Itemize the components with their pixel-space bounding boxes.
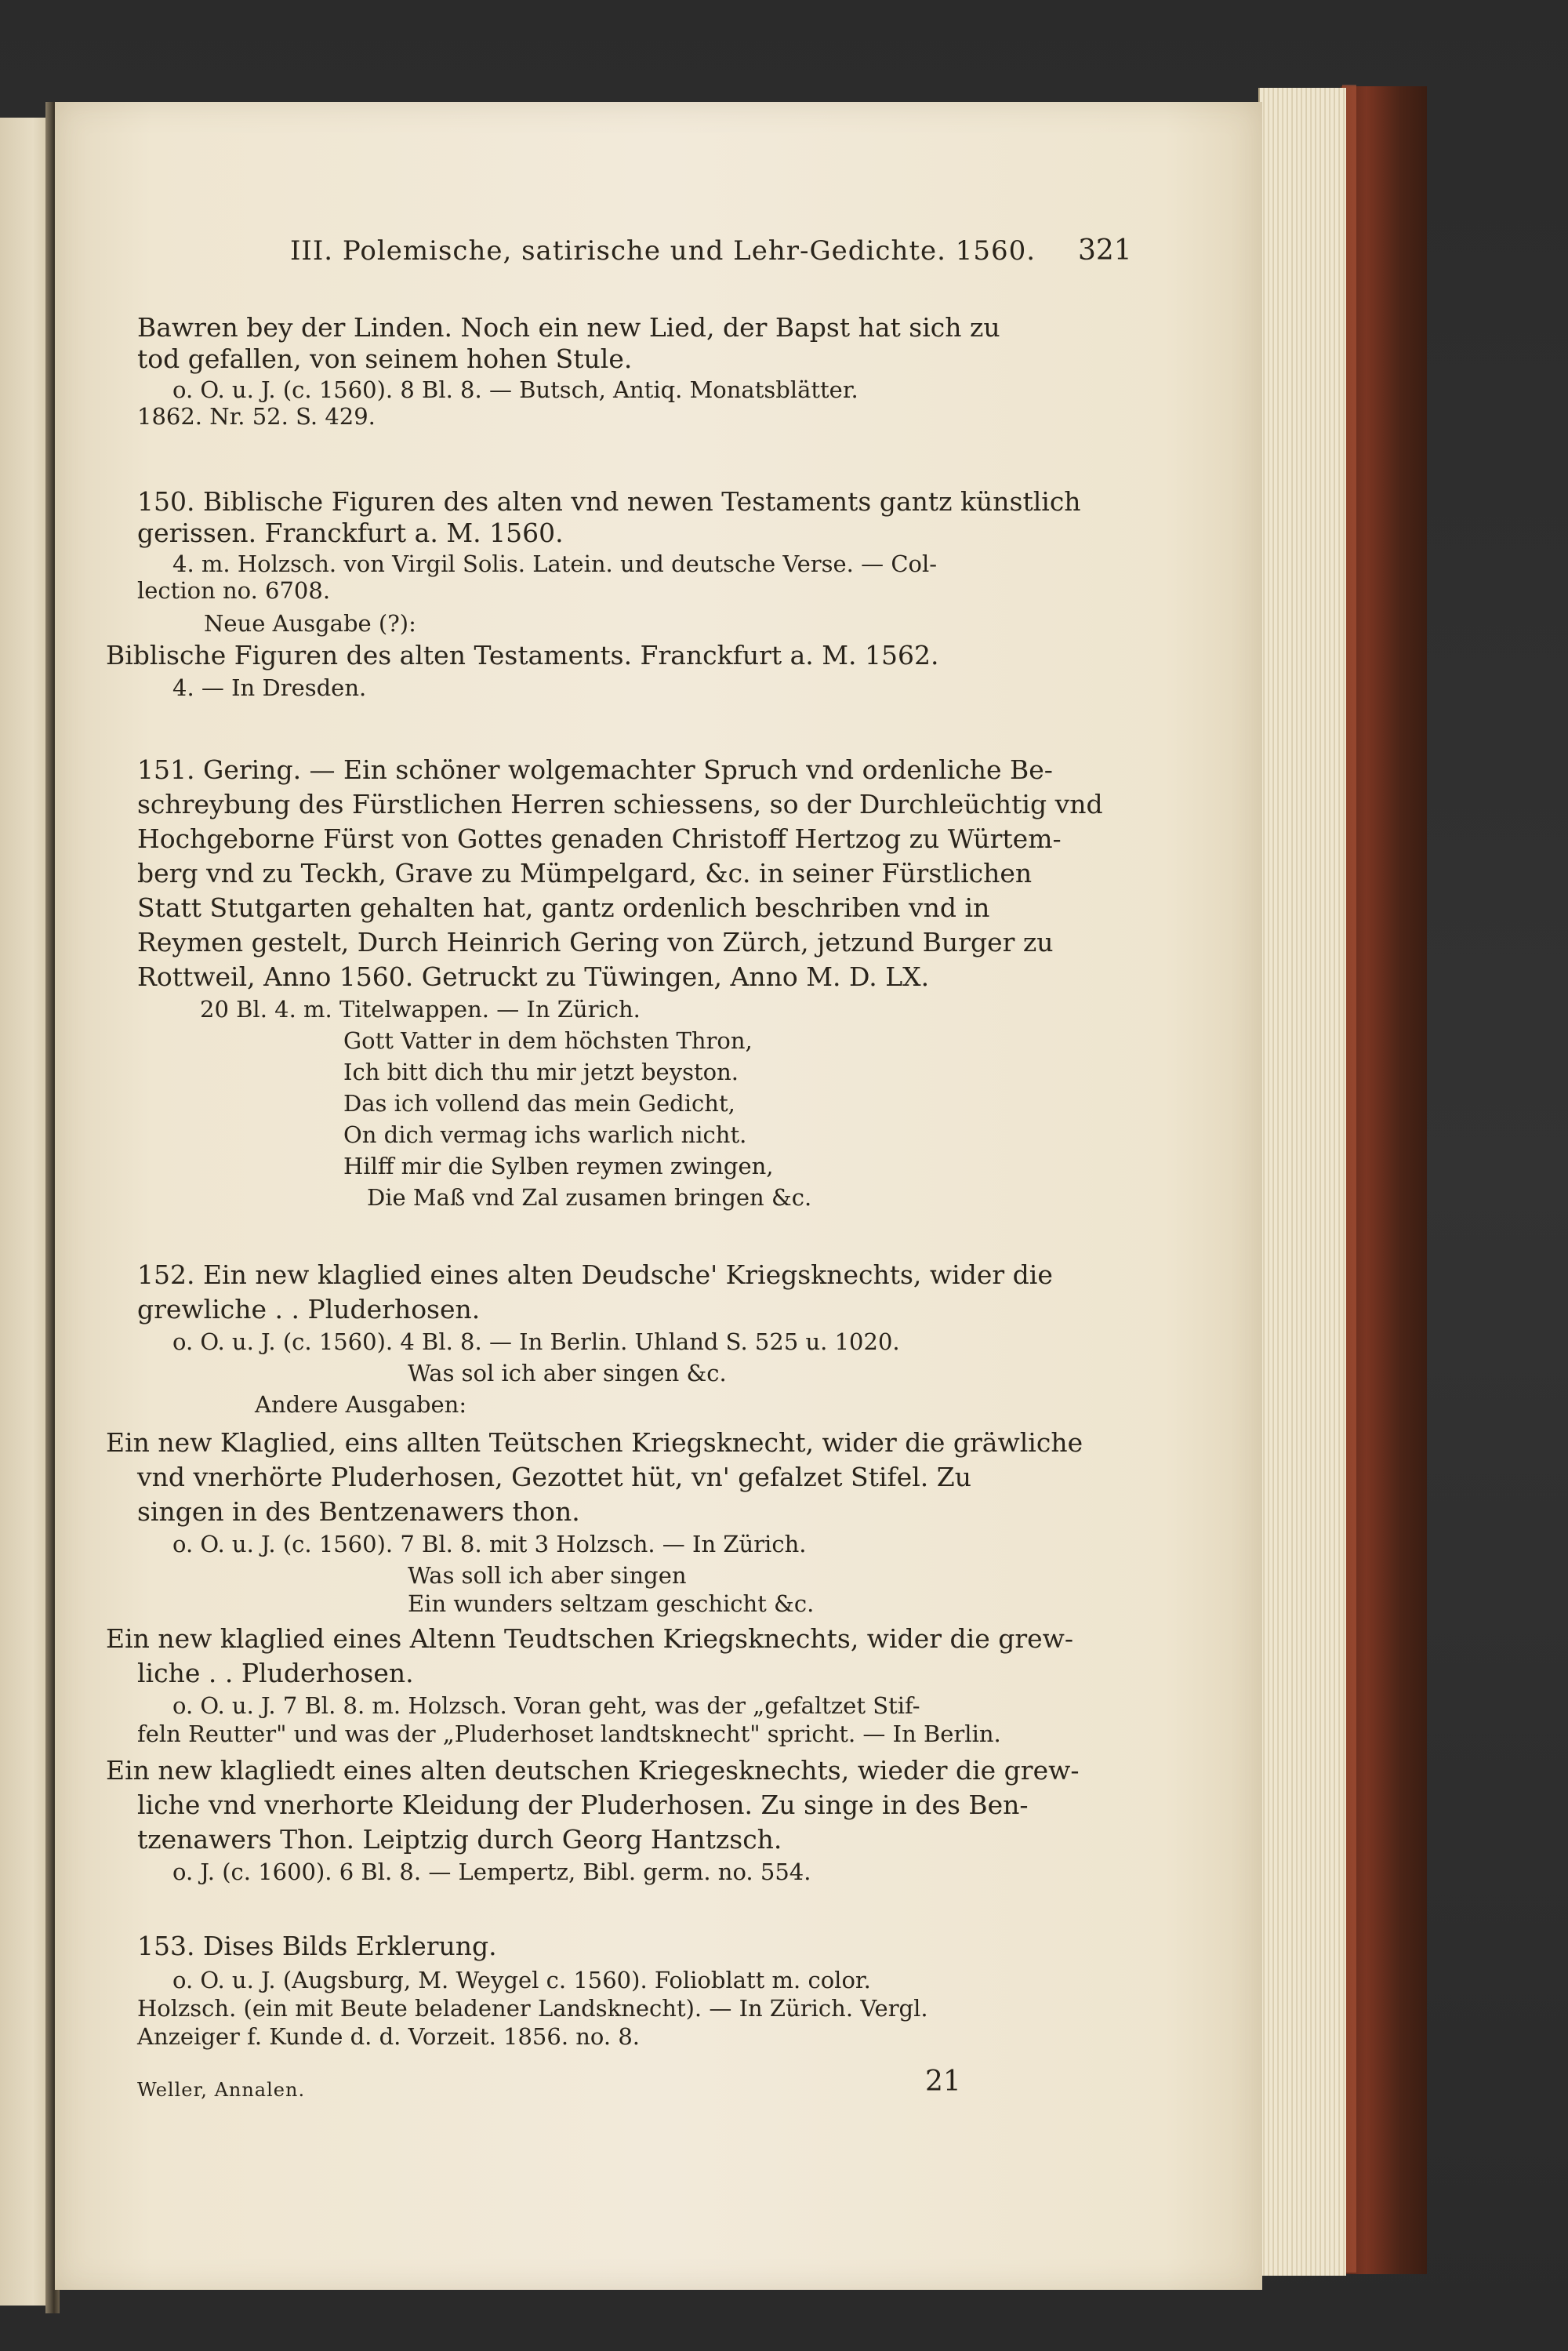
text-line: Hochgeborne Fürst von Gottes genaden Christoff Hertzog zu Würtem-	[137, 823, 1062, 854]
text-line: Biblische Figuren des alten Testaments. Franckfurt a. M. 1562.	[106, 640, 939, 670]
text-line: 4. — In Dresden.	[172, 674, 367, 701]
running-head: III. Polemische, satirische und Lehr-Gedichte. 1560.	[290, 235, 1036, 267]
verse-line: Was soll ich aber singen	[408, 1562, 687, 1589]
text-line: singen in des Bentzenawers thon.	[137, 1496, 580, 1527]
entry-152-title: 152. Ein new klaglied eines alten Deudsche' Kriegsknechts, wider die	[137, 1259, 1053, 1290]
text-line: o. J. (c. 1600). 6 Bl. 8. — Lempertz, Bibl. germ. no. 554.	[172, 1859, 811, 1885]
text-line: tzenawers Thon. Leiptzig durch Georg Hantzsch.	[137, 1824, 782, 1855]
verse-line: Hilff mir die Sylben reymen zwingen,	[343, 1153, 774, 1179]
text-line: liche vnd vnerhorte Kleidung der Pluderhosen. Zu singe in des Ben-	[137, 1790, 1029, 1820]
text-line: o. O. u. J. (Augsburg, M. Weygel c. 1560). Folioblatt m. color.	[172, 1967, 871, 1993]
text-line: Anzeiger f. Kunde d. d. Vorzeit. 1856. no. 8.	[137, 2023, 640, 2050]
text-line: 4. m. Holzsch. von Virgil Solis. Latein. und deutsche Verse. — Col-	[172, 551, 938, 577]
text-line: Andere Ausgaben:	[255, 1391, 467, 1418]
text-line: Reymen gestelt, Durch Heinrich Gering von Zürch, jetzund Burger zu	[137, 927, 1054, 957]
text-line: Ein new klaglied eines Altenn Teudtschen Kriegsknechts, wider die grew-	[106, 1623, 1074, 1654]
text-line: Holzsch. (ein mit Beute beladener Landsknecht). — In Zürich. Vergl.	[137, 1995, 928, 2022]
text-line: grewliche . . Pluderhosen.	[137, 1294, 481, 1324]
text-line: 1862. Nr. 52. S. 429.	[137, 403, 376, 430]
text-line: vnd vnerhörte Pluderhosen, Gezottet hüt, vn' gefalzet Stifel. Zu	[137, 1462, 971, 1492]
text-line: Statt Stutgarten gehalten hat, gantz ordenlich beschriben vnd in	[137, 892, 990, 923]
text-line: Neue Ausgabe (?):	[204, 610, 416, 637]
text-line: o. O. u. J. (c. 1560). 4 Bl. 8. — In Berlin. Uhland S. 525 u. 1020.	[172, 1328, 900, 1355]
text-line: Ein new Klaglied, eins allten Teütschen Kriegsknecht, wider die gräwliche	[106, 1427, 1083, 1458]
verse-line: Ein wunders seltzam geschicht &c.	[408, 1590, 815, 1617]
text-line: Bawren bey der Linden. Noch ein new Lied, der Bapst hat sich zu	[137, 312, 1000, 343]
text-line: gerissen. Franckfurt a. M. 1560.	[137, 518, 564, 548]
text-line: berg vnd zu Teckh, Grave zu Mümpelgard, &c. in seiner Fürstlichen	[137, 858, 1033, 888]
text-line: tod gefallen, von seinem hohen Stule.	[137, 343, 633, 374]
text-line: o. O. u. J. (c. 1560). 8 Bl. 8. — Butsch, Antiq. Monatsblätter.	[172, 376, 858, 403]
text-line: feln Reutter" und was der „Pluderhoset landtsknecht" spricht. — In Berlin.	[137, 1721, 1001, 1747]
entry-151-title: 151. Gering. — Ein schöner wolgemachter Spruch vnd ordenliche Be-	[137, 754, 1053, 785]
book-page	[55, 102, 1262, 2290]
verse-line: Die Maß vnd Zal zusamen bringen &c.	[367, 1184, 812, 1211]
verse-line: Das ich vollend das mein Gedicht,	[343, 1090, 735, 1117]
signature-mark: Weller, Annalen.	[137, 2079, 306, 2101]
text-line: Rottweil, Anno 1560. Getruckt zu Tüwingen, Anno M. D. LX.	[137, 961, 930, 992]
text-line: 20 Bl. 4. m. Titelwappen. — In Zürich.	[200, 996, 641, 1023]
verse-line: Was sol ich aber singen &c.	[408, 1360, 727, 1386]
text-line: Ein new klagliedt eines alten deutschen Kriegesknechts, wieder die grew-	[106, 1755, 1080, 1786]
entry-153-title: 153. Dises Bilds Erklerung.	[137, 1931, 497, 1961]
text-line: liche . . Pluderhosen.	[137, 1658, 414, 1688]
page-number: 321	[1078, 234, 1132, 267]
text-line: lection no. 6708.	[137, 577, 331, 604]
page-stack-edge	[1258, 88, 1346, 2276]
text-line: o. O. u. J. 7 Bl. 8. m. Holzsch. Voran geht, was der „gefaltzet Stif-	[172, 1692, 920, 1719]
entry-150-title: 150. Biblische Figuren des alten vnd newen Testaments gantz künstlich	[137, 486, 1081, 517]
verse-line: Ich bitt dich thu mir jetzt beyston.	[343, 1059, 739, 1085]
verse-line: On dich vermag ichs warlich nicht.	[343, 1121, 747, 1148]
verse-line: Gott Vatter in dem höchsten Thron,	[343, 1027, 753, 1054]
text-line: o. O. u. J. (c. 1560). 7 Bl. 8. mit 3 Holzsch. — In Zürich.	[172, 1531, 807, 1557]
signature-number: 21	[925, 2066, 961, 2098]
text-line: schreybung des Fürstlichen Herren schiessens, so der Durchleüchtig vnd	[137, 789, 1103, 819]
